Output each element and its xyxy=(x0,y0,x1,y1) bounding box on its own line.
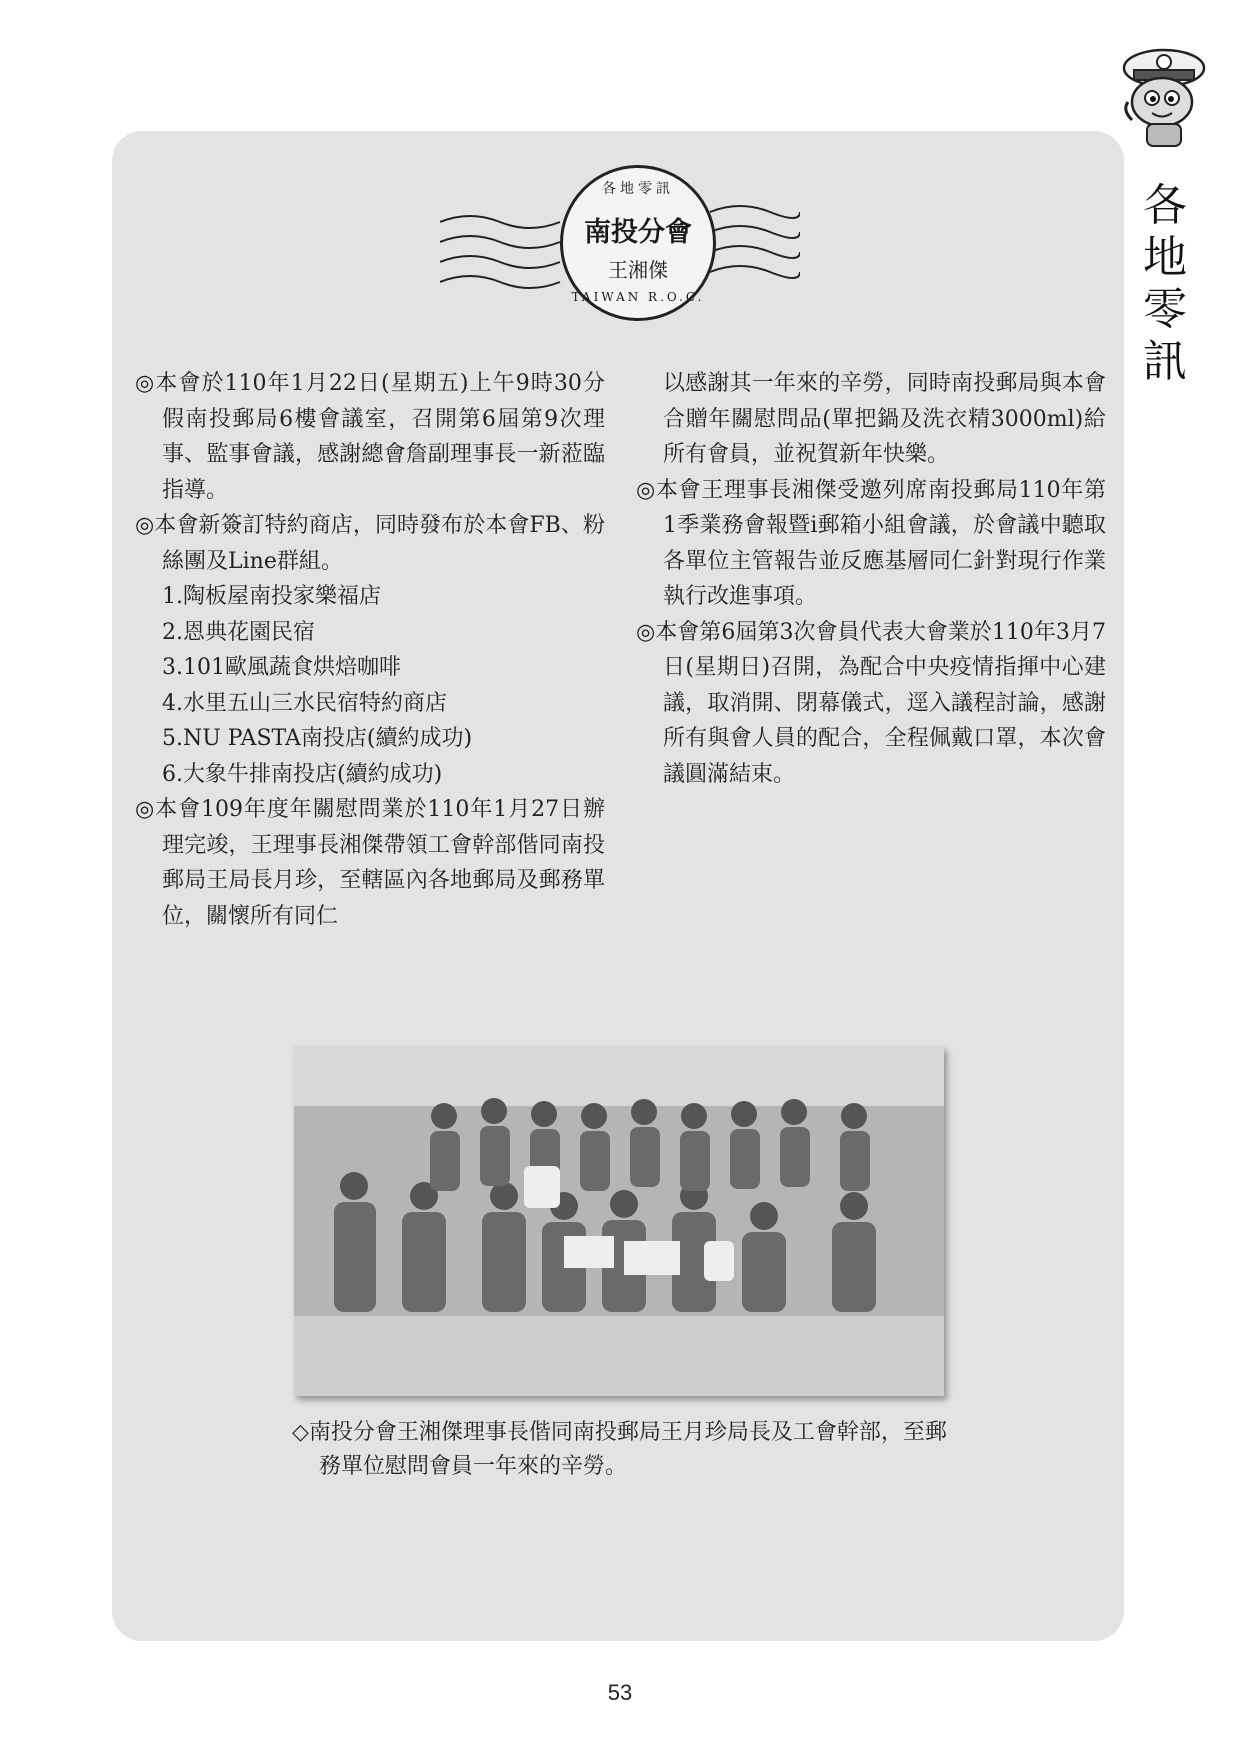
article-column-right xyxy=(636,366,1106,792)
article-paragraph-continued: 以感謝其一年來的辛勞，同時南投郵局與本會合贈年關慰問品(單把鍋及洗衣精3000ml)給所有會員，並祝賀新年快樂。 xyxy=(663,371,1106,467)
store-list-item: 6.大象牛排南投店(續約成功) xyxy=(162,761,443,787)
stamp-bottom-text: TAIWAN R.O.C. xyxy=(571,290,705,304)
stamp-branch-name: 南投分會 xyxy=(584,217,692,248)
store-list-item: 4.水里五山三水民宿特約商店 xyxy=(162,690,447,716)
article-column-left xyxy=(135,366,605,934)
article-paragraph: ◎本會於110年1月22日(星期五)上午9時30分假南投郵局6樓會議室，召開第6屆第9次理事、監事會議，感謝總會詹副理事長一新蒞臨指導。 xyxy=(135,371,605,503)
store-list-item: 1.陶板屋南投家樂福店 xyxy=(162,584,381,609)
article-paragraph: ◎本會109年度年關慰問業於110年1月27日辦理完竣，王理事長湘傑帶領工會幹部偕同南投郵局王局長月珍，至轄區內各地郵局及郵務單位，關懷所有同仁 xyxy=(135,797,605,929)
stamp-author: 王湘傑 xyxy=(608,258,668,282)
store-list-item: 3.101歐風蔬食烘焙咖啡 xyxy=(162,655,401,680)
section-title-char: 訊 xyxy=(1143,336,1187,387)
article-paragraph: ◎本會新簽訂特約商店，同時發布於本會FB、粉絲團及Line群組。 xyxy=(135,513,605,574)
section-title-char: 零 xyxy=(1143,284,1187,335)
section-title-char: 地 xyxy=(1143,232,1187,283)
postmark-circle xyxy=(560,165,716,321)
section-title-char: 各 xyxy=(1143,180,1187,231)
photo-caption xyxy=(292,1416,952,1484)
store-list-item: 5.NU PASTA南投店(續約成功) xyxy=(162,726,473,751)
section-title-vertical xyxy=(1130,180,1200,388)
postmark-stamp xyxy=(440,160,800,330)
article-paragraph: ◎本會第6屆第3次會員代表大會業於110年3月7日(星期日)召開，為配合中央疫情指揮中心建議，取消開、閉幕儀式，逕入議程討論，感謝所有與會人員的配合，全程佩戴口罩，本次會議圓滿結束。 xyxy=(636,619,1106,787)
mascot-icon xyxy=(1112,40,1212,155)
stamp-top-text: 各地零訊 xyxy=(602,181,674,197)
page-number: 53 xyxy=(607,1680,633,1705)
article-paragraph: ◎本會王理事長湘傑受邀列席南投郵局110年第1季業務會報暨i郵箱小組會議，於會議中聽取各單位主管報告並反應基層同仁針對現行作業執行改進事項。 xyxy=(636,477,1106,609)
group-photo-placeholder xyxy=(294,1046,944,1396)
store-list-item: 2.恩典花園民宿 xyxy=(162,619,315,645)
photo-caption-text: ◇南投分會王湘傑理事長偕同南投郵局王月珍局長及工會幹部，至郵務單位慰問會員一年來的辛勞。 xyxy=(292,1420,947,1479)
group-photo xyxy=(294,1046,944,1396)
